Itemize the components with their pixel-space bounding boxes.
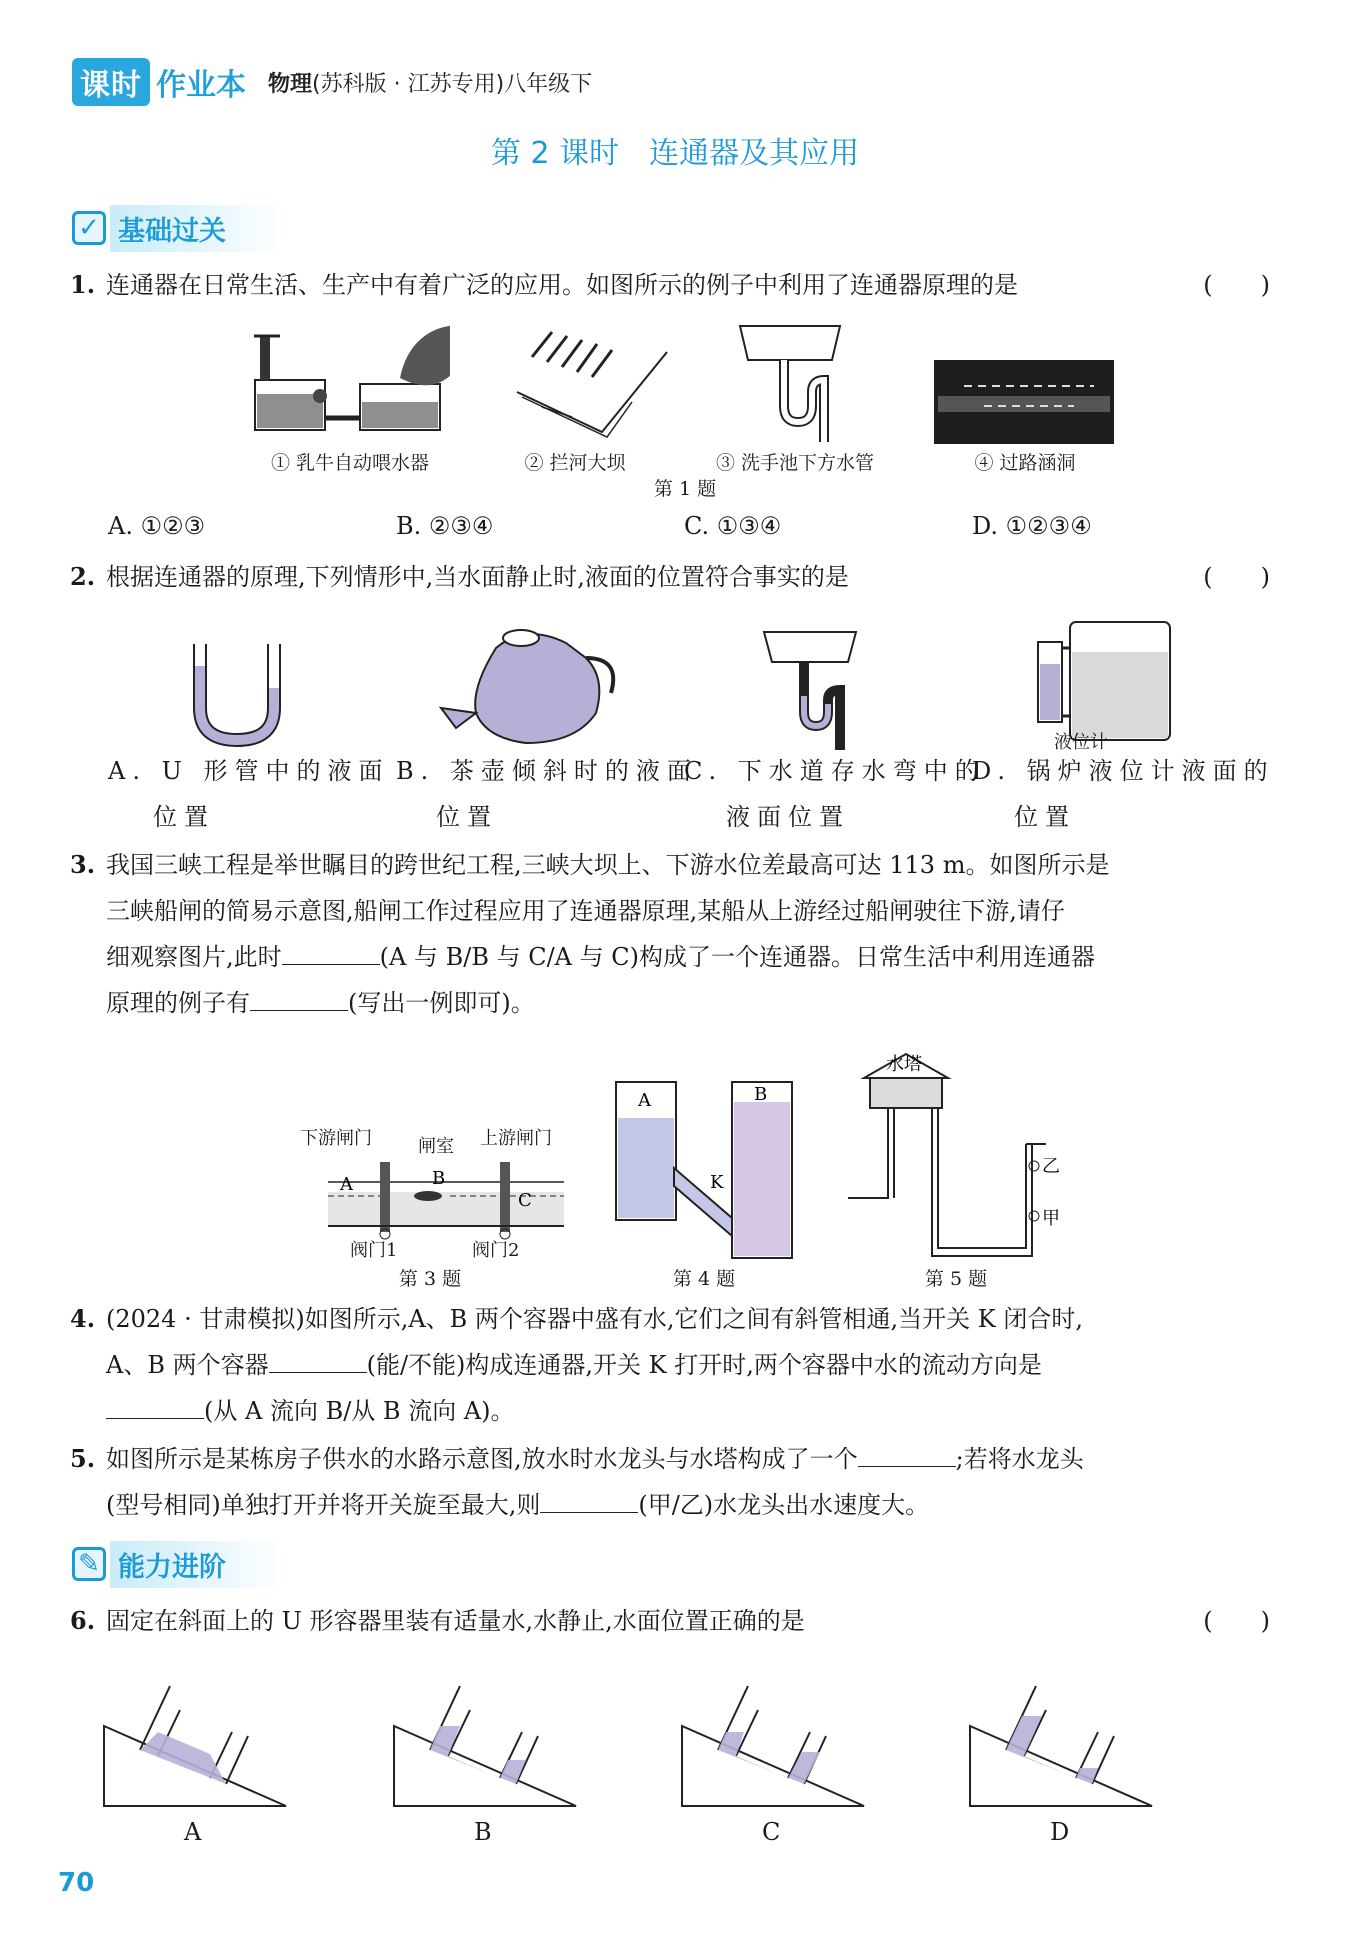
q6-label-d: D	[1050, 1818, 1070, 1846]
header-logo	[72, 60, 592, 104]
figure-teapot	[436, 618, 616, 748]
section-label: 能力进阶	[110, 1541, 286, 1588]
valve2-label: 阀门2	[472, 1240, 520, 1261]
question-2: 2. 根据连通器的原理,下列情形中,当水面静止时,液面的位置符合事实的是 ( )	[70, 554, 1270, 600]
question-4: 4. (2024 · 甘肃模拟)如图所示,A、B 两个容器中盛有水,它们之间有斜管相通,当开关 K 闭合时, A、B 两个容器 (能/不能)构成连通器,开关 K 打开时,两个容器中水的流动方向是 (从 A 流向 B/从 B 流向 A)。	[70, 1304, 1083, 1425]
label-C: C	[518, 1190, 532, 1211]
figure-incline-d	[966, 1656, 1156, 1814]
label-B: B	[432, 1168, 446, 1189]
figure-sink-pipe	[736, 318, 846, 442]
figure-label-q1: 第 1 题	[653, 478, 717, 500]
label-K: K	[710, 1172, 724, 1193]
figure-water-tower	[846, 1048, 1066, 1262]
label-A: A	[340, 1174, 353, 1195]
figure-label-q4: 第 4 题	[672, 1268, 736, 1290]
option-a: A. ①②③	[108, 512, 206, 540]
caption-2: ② 拦河大坝	[524, 452, 626, 474]
section-advanced	[72, 1544, 286, 1584]
blank-5a[interactable]	[858, 1440, 956, 1467]
valve1-label: 阀门1	[350, 1240, 398, 1261]
blank-4b[interactable]	[106, 1392, 204, 1419]
caption-3: ③ 洗手池下方水管	[715, 452, 875, 474]
q2-option-c: C. 下水道存水弯中的 液面位置	[684, 757, 986, 831]
q6-label-c: C	[762, 1818, 781, 1846]
section-label: 基础过关	[110, 205, 286, 252]
label-B: B	[754, 1084, 768, 1105]
answer-paren: ( )	[1203, 271, 1270, 299]
figure-boiler-gauge	[1030, 612, 1180, 744]
q2-option-a: A. U 形管中的液面 位置	[108, 757, 390, 831]
option-b: B. ②③④	[396, 512, 494, 540]
answer-paren: ( )	[1203, 1607, 1270, 1635]
figure-two-containers	[614, 1078, 794, 1262]
figure-dam	[512, 322, 672, 442]
answer-paren: ( )	[1203, 563, 1270, 591]
figure-culvert	[934, 360, 1114, 444]
q2-option-d: D. 锅炉液位计液面的 位置	[972, 757, 1275, 831]
q6-label-b: B	[474, 1818, 492, 1846]
blank-3a[interactable]	[282, 938, 380, 965]
question-5: 5. 如图所示是某栋房子供水的水路示意图,放水时水龙头与水塔构成了一个 ;若将水龙头 (型号相同)单独打开并将开关旋至最大,则 (甲/乙)水龙头出水速度大。	[70, 1436, 1270, 1528]
blank-3b[interactable]	[250, 984, 348, 1011]
figure-label-q5: 第 5 题	[924, 1268, 988, 1290]
label-A: A	[638, 1090, 651, 1111]
figure-label-q3: 第 3 题	[398, 1268, 462, 1290]
figure-incline-b	[390, 1656, 580, 1814]
caption-1: ① 乳牛自动喂水器	[270, 452, 430, 474]
blank-5b[interactable]	[540, 1486, 638, 1513]
pencil-icon: ✎	[72, 1547, 106, 1581]
blank-4a[interactable]	[269, 1346, 367, 1373]
figure-cow-feeder	[250, 318, 450, 440]
gauge-label: 液位计	[1054, 732, 1108, 753]
logo-text: 作业本	[156, 68, 246, 103]
label-jia: 甲	[1042, 1208, 1060, 1229]
up-gate-label: 上游闸门	[480, 1128, 552, 1149]
q2-option-b: B. 茶壶倾斜时的液面 位置	[396, 757, 698, 831]
label-tower: 水塔	[886, 1054, 922, 1075]
question-1: 1. 连通器在日常生活、生产中有着广泛的应用。如图所示的例子中利用了连通器原理的是 ( )	[70, 262, 1270, 308]
label-yi: 乙	[1042, 1156, 1060, 1177]
down-gate-label: 下游闸门	[300, 1128, 372, 1149]
section-basic	[72, 208, 286, 248]
question-6: 6. 固定在斜面上的 U 形容器里装有适量水,水静止,水面位置正确的是 ( )	[70, 1598, 1270, 1644]
option-c: C. ①③④	[684, 512, 782, 540]
figure-incline-c	[678, 1656, 868, 1814]
figure-u-tube	[192, 636, 282, 746]
figure-drain-trap	[760, 626, 860, 750]
q6-label-a: A	[184, 1818, 202, 1846]
lesson-title: 第 2 课时 连通器及其应用	[490, 136, 860, 171]
question-3: 3. 我国三峡工程是举世瞩目的跨世纪工程,三峡大坝上、下游水位差最高可达 113 m。如图所示是 三峡船闸的简易示意图,船闸工作过程应用了连通器原理,某船从上游经过船闸驶往下游,请仔 细观察图片,此时 (A 与 B/B 与 C/A 与 C)构成了一个连通器。日常生活中利用连通器 原理的例子有 (写出一例即可)。	[70, 850, 1110, 1017]
book-subtitle: 物理(苏科版 · 江苏专用)八年级下	[268, 71, 593, 97]
figure-incline-a	[100, 1656, 290, 1814]
logo-badge: 课时	[72, 58, 150, 106]
caption-4: ④ 过路涵洞	[974, 452, 1076, 474]
page-number: 70	[58, 1868, 95, 1898]
checkbox-icon: ✓	[72, 211, 106, 245]
chamber-label: 闸室	[418, 1136, 454, 1157]
option-d: D. ①②③④	[972, 512, 1092, 540]
